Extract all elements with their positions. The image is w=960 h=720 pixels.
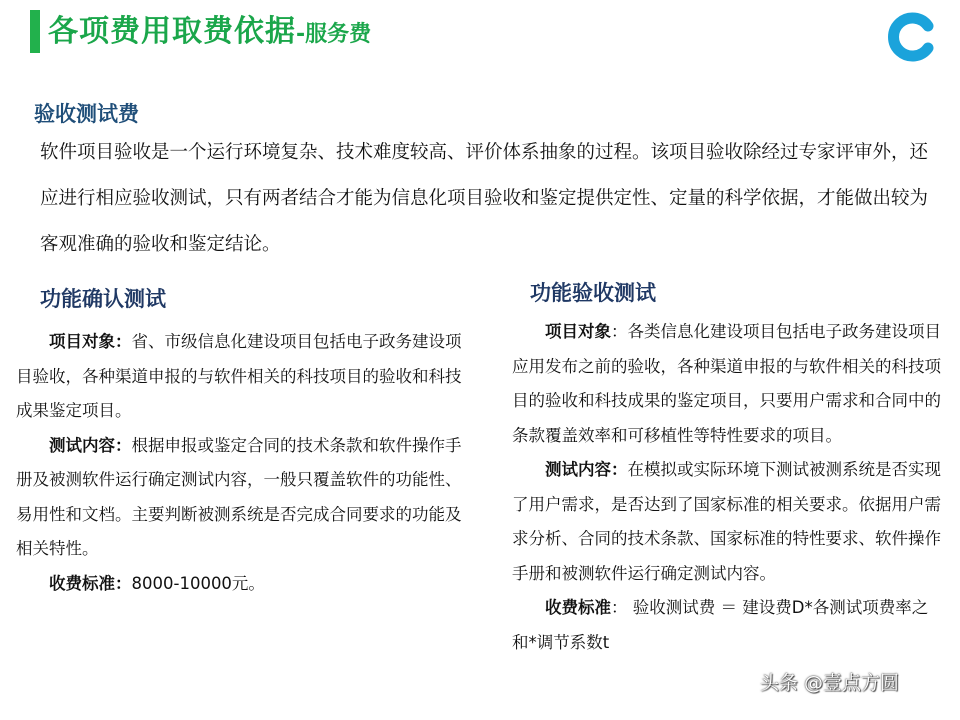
item-text: 根据申报或鉴定合同的技术条款和软件操作手册及被测软件运行确定测试内容，一般只覆盖软件的功能性、易用性和文档。主要判断被测系统是否完成合同要求的功能及相关特性。 bbox=[16, 435, 462, 558]
right-item-project-object bbox=[512, 315, 944, 453]
page-title-sub: -服务费 bbox=[296, 22, 372, 47]
left-item-project-object bbox=[16, 325, 474, 429]
item-text: ： 验收测试费 ＝ 建设费D*各测试项费率之和*调节系数t bbox=[512, 598, 929, 652]
right-column-body bbox=[512, 315, 944, 660]
page-title-main: 各项费用取费依据 bbox=[48, 14, 296, 49]
item-text: 在模拟或实际环境下测试被测系统是否实现了用户需求，是否达到了国家标准的相关要求。依据用户需求分析、合同的技术条款、国家标准的特性要求、软件操作手册和被测软件运行确定测试内容。 bbox=[512, 460, 941, 583]
right-item-test-content bbox=[512, 453, 944, 591]
section-heading-function-acceptance-test: 功能验收测试 bbox=[530, 281, 656, 305]
left-item-test-content bbox=[16, 429, 474, 567]
item-text: 8000-10000元。 bbox=[131, 573, 265, 593]
item-label: 测试内容： bbox=[545, 460, 628, 479]
item-text: 省、市级信息化建设项目包括电子政务建设项目验收，各种渠道申报的与软件相关的科技项目的验收和科技成果鉴定项目。 bbox=[16, 332, 462, 420]
item-label: 测试内容： bbox=[49, 435, 132, 455]
watermark: 头条 @壹点方圆 bbox=[760, 672, 900, 694]
section-heading-function-confirm-test: 功能确认测试 bbox=[40, 287, 166, 311]
section-heading-acceptance-test-fee: 验收测试费 bbox=[34, 102, 139, 126]
left-column-body bbox=[16, 325, 474, 601]
item-text: ：各类信息化建设项目包括电子政务建设项目应用发布之前的验收，各种渠道申报的与软件相关的科技项目的验收和科技成果的鉴定项目，只要用户需求和合同中的条款覆盖效率和可移植性等特性要求的项目。 bbox=[512, 322, 941, 445]
intro-paragraph: 软件项目验收是一个运行环境复杂、技术难度较高、评价体系抽象的过程。该项目验收除经过专家评审外，还应进行相应验收测试，只有两者结合才能为信息化项目验收和鉴定提供定性、定量的科学依据，才能做出较为客观准确的验收和鉴定结论。 bbox=[40, 142, 929, 255]
item-label: 收费标准： bbox=[49, 573, 132, 593]
c-logo-icon bbox=[888, 12, 938, 62]
item-label: 项目对象： bbox=[49, 332, 132, 351]
left-item-fee-standard bbox=[16, 567, 474, 602]
right-item-fee-standard bbox=[512, 591, 944, 660]
page-title bbox=[48, 10, 371, 54]
item-label: 项目对象 bbox=[545, 322, 611, 341]
title-accent-bar bbox=[30, 10, 40, 53]
item-label: 收费标准 bbox=[545, 598, 611, 617]
